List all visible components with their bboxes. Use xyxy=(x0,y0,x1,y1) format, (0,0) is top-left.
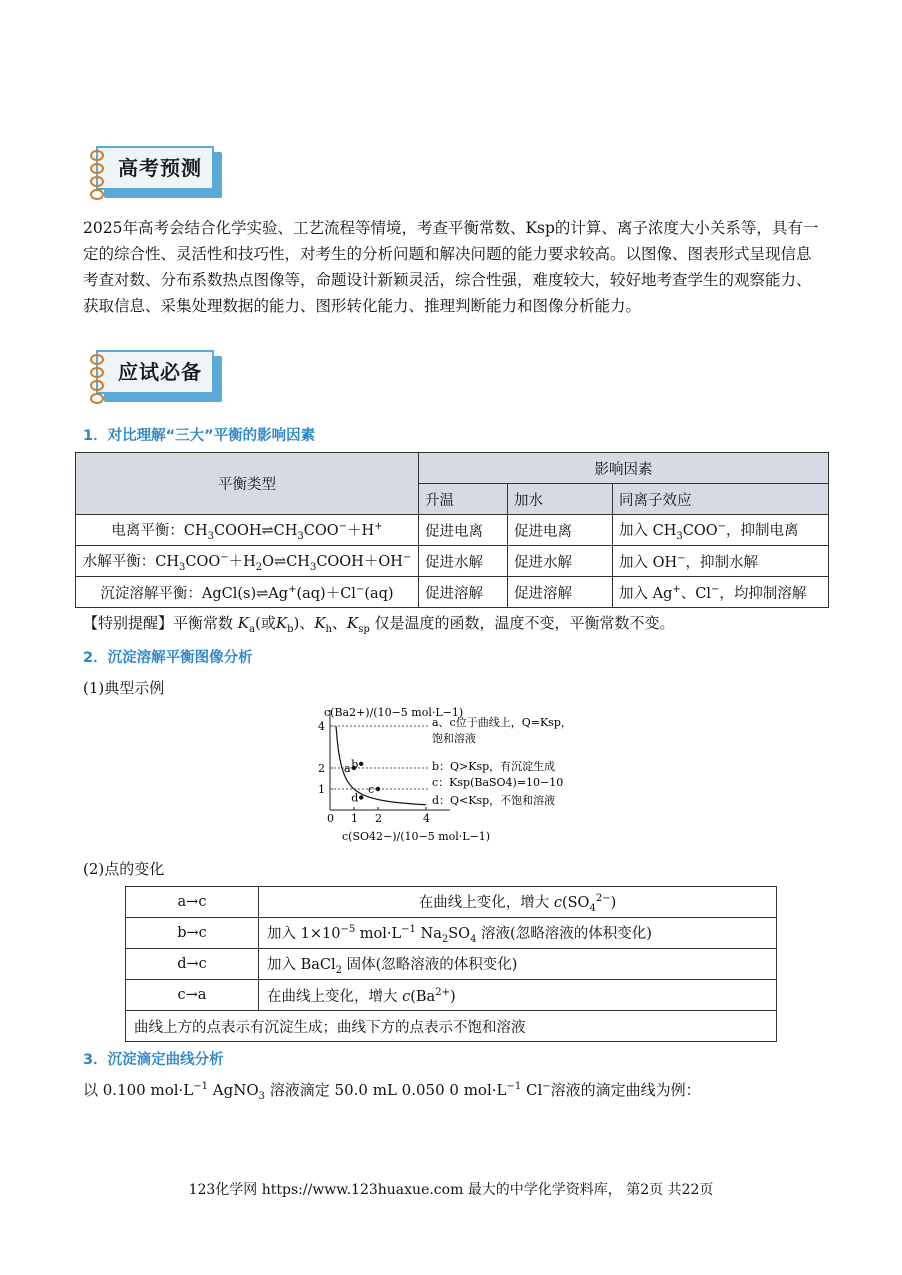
description-cell: 加入 BaCl$_2$ 固体(忽略溶液的体积变化) xyxy=(259,949,777,980)
point-label-d: d xyxy=(351,791,359,805)
table-row xyxy=(126,887,777,918)
description-cell: 在曲线上变化，增大 $c(Ba^{2+})$ xyxy=(259,980,777,1011)
x-axis-label: c(SO42−)/(10−5 mol·L−1) xyxy=(342,830,491,843)
annotation: c：Ksp(BaSO4)=10−10 xyxy=(432,776,564,789)
ion-cell: 加入 Ag+、Cl−，均抑制溶解 xyxy=(613,577,829,608)
header-factors: 影响因素 xyxy=(419,453,829,484)
water-cell: 促进电离 xyxy=(508,515,613,546)
note-lead: 【特别提醒】平衡常数 xyxy=(83,614,234,632)
section-heading-1: 1．对比理解“三大”平衡的影响因素 xyxy=(83,428,316,444)
point-change-table xyxy=(125,886,777,1042)
data-point-d xyxy=(359,795,363,799)
y-tick-label: 2 xyxy=(318,762,325,775)
point-label-a: a xyxy=(344,762,351,775)
summary-cell: 曲线上方的点表示有沉淀生成；曲线下方的点表示不饱和溶液 xyxy=(126,1011,777,1042)
type-cell: 沉淀溶解平衡：AgCl(s)⇌Ag+(aq)＋Cl−(aq) xyxy=(76,577,419,608)
ring-binder-icon xyxy=(90,150,104,202)
section-banner-prep xyxy=(96,350,222,402)
ion-cell: 加入 OH−，抑制水解 xyxy=(613,546,829,577)
description-cell: 在曲线上变化，增大 $c(SO_4^{2-})$ xyxy=(259,887,777,918)
table-row xyxy=(126,949,777,980)
banner-title: 高考预测 xyxy=(118,156,202,180)
type-cell: 电离平衡：$CH_3COOH\rightleftharpoons CH_3COO^-+H^+$ xyxy=(76,515,419,546)
point-label-c: c xyxy=(368,783,375,796)
ion-cell: 加入 $CH_3COO^-$，抑制电离 xyxy=(613,515,829,546)
heat-cell: 促进溶解 xyxy=(419,577,508,608)
x-tick-label: 0 xyxy=(327,812,334,825)
transition-cell: d→c xyxy=(126,949,259,980)
y-axis-label: c(Ba2+)/(10−5 mol·L−1) xyxy=(324,706,464,719)
header-type: 平衡类型 xyxy=(76,453,419,515)
point-label-b: b xyxy=(351,757,359,771)
annotation: d：Q<Ksp，不饱和溶液 xyxy=(432,794,556,807)
table-row xyxy=(76,577,829,608)
titration-intro: 以 0.100 $mol\cdot L^{-1}$ AgNO$_3$ 溶液滴定 50.0 mL 0.050 0 $mol\cdot L^{-1}$ Cl−溶液的滴定曲线为例： xyxy=(83,1081,701,1102)
type-cell: 水解平衡：$CH_3COO^-+H_2O\rightleftharpoons CH_3COOH+OH^-$ xyxy=(76,546,419,577)
data-point-b xyxy=(359,762,363,766)
transition-cell: c→a xyxy=(126,980,259,1011)
table-row xyxy=(76,515,829,546)
heat-cell: 促进电离 xyxy=(419,515,508,546)
header-heat: 升温 xyxy=(419,484,508,515)
subheading-point-changes: (2)点的变化 xyxy=(83,860,165,878)
data-point-c xyxy=(376,787,380,791)
x-tick-label: 4 xyxy=(423,812,430,825)
description-cell: 加入 $1\times 10^{-5}$ $mol\cdot L^{-1}$ $Na_2SO_4$ 溶液(忽略溶液的体积变化) xyxy=(259,918,777,949)
page-footer: 123化学网 https://www.123huaxue.com 最大的中学化学资料库， 第2页 共22页 xyxy=(188,1182,714,1198)
subheading-example: (1)典型示例 xyxy=(83,679,165,697)
table-row xyxy=(126,1011,777,1042)
table-row xyxy=(76,546,829,577)
transition-cell: a→c xyxy=(126,887,259,918)
heat-cell: 促进水解 xyxy=(419,546,508,577)
header-common-ion: 同离子效应 xyxy=(613,484,829,515)
table-row xyxy=(126,980,777,1011)
precipitation-equilibrium-chart xyxy=(300,700,620,850)
water-cell: 促进水解 xyxy=(508,546,613,577)
section-heading-3: 3．沉淀滴定曲线分析 xyxy=(83,1052,224,1068)
annotation: a、c位于曲线上，Q=Ksp， xyxy=(432,716,572,729)
equilibrium-factors-table xyxy=(75,452,829,608)
section-heading-2: 2．沉淀溶解平衡图像分析 xyxy=(83,650,253,666)
y-tick-label: 1 xyxy=(318,783,325,796)
water-cell: 促进溶解 xyxy=(508,577,613,608)
y-tick-label: 4 xyxy=(318,720,325,733)
annotation: 饱和溶液 xyxy=(432,732,476,745)
table-row xyxy=(126,918,777,949)
x-tick-label: 1 xyxy=(351,812,358,825)
annotation: b：Q>Ksp，有沉淀生成 xyxy=(432,760,556,773)
special-note: 【特别提醒】平衡常数 $K_a$(或$K_b$)、$K_h$、$K_{sp}$ 仅是温度的函数，温度不变，平衡常数不变。 xyxy=(83,614,675,635)
x-tick-label: 2 xyxy=(375,812,382,825)
ring-binder-icon xyxy=(90,354,104,406)
transition-cell: b→c xyxy=(126,918,259,949)
banner-title: 应试必备 xyxy=(118,360,202,384)
section-banner-forecast xyxy=(96,146,222,198)
intro-paragraph: 2025年高考会结合化学实验、工艺流程等情境，考查平衡常数、Ksp的计算、离子浓度大小关系等，具有一定的综合性、灵活性和技巧性，对考生的分析问题和解决问题的能力要求较高。以图像、图表形式呈现信息考查对数、分布系数热点图像等，命题设计新颖灵活，综合性强，难度较大，较好地考查学生的观察能力、获取信息、采集处理数据的能力、图形转化能力、推理判断能力和图像分析能力。 xyxy=(83,219,819,315)
header-water: 加水 xyxy=(508,484,613,515)
